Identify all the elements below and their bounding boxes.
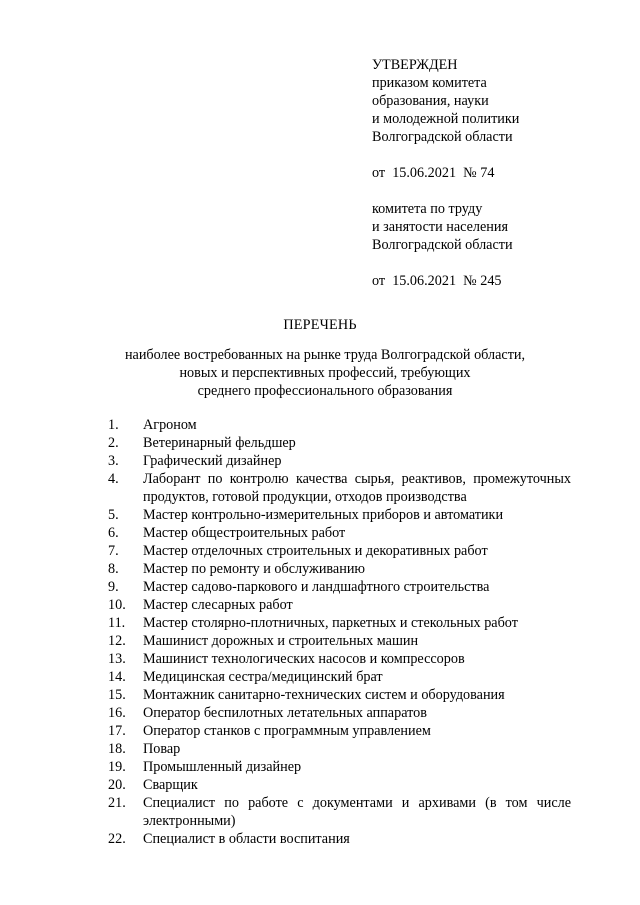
approval-order-date-1: от 15.06.2021 № 74 [372, 165, 495, 181]
approval-committee1-line: и молодежной политики [372, 111, 520, 127]
item-text: Мастер контрольно-измерительных приборов и автоматики [143, 507, 504, 523]
list-item [108, 722, 571, 740]
item-number: 8. [108, 561, 119, 577]
list-item [108, 560, 571, 578]
list-item [108, 830, 571, 848]
item-text: Лаборант по контролю качества сырья, реактивов, промежуточных продуктов, готовой продукции, отходов производства [143, 471, 571, 505]
item-text: Промышленный дизайнер [143, 759, 302, 775]
item-text: Оператор беспилотных летательных аппаратов [143, 705, 427, 721]
item-text: Специалист по работе с документами и архивами (в том числе электронными) [143, 795, 571, 829]
item-number: 16. [108, 705, 126, 721]
item-text: Сварщик [143, 777, 198, 793]
list-item [108, 470, 571, 506]
approval-block [372, 56, 612, 290]
item-number: 12. [108, 633, 126, 649]
list-item [108, 704, 571, 722]
item-number: 1. [108, 417, 119, 433]
spacer [372, 146, 612, 164]
list-item [108, 650, 571, 668]
item-text: Повар [143, 741, 181, 757]
item-number: 17. [108, 723, 126, 739]
item-text: Оператор станков с программным управлением [143, 723, 431, 739]
item-number: 4. [108, 471, 119, 487]
subtitle-line: среднего профессионального образования [197, 383, 453, 399]
list-item [108, 506, 571, 524]
list-item [108, 434, 571, 452]
item-number: 2. [108, 435, 119, 451]
approval-committee1-line: образования, науки [372, 93, 489, 109]
item-text: Мастер слесарных работ [143, 597, 293, 613]
item-text: Агроном [143, 417, 197, 433]
item-number: 13. [108, 651, 126, 667]
item-text: Графический дизайнер [143, 453, 282, 469]
item-number: 20. [108, 777, 126, 793]
item-number: 22. [108, 831, 126, 847]
item-number: 19. [108, 759, 126, 775]
approval-committee1-line: Волгоградской области [372, 129, 513, 145]
item-number: 18. [108, 741, 126, 757]
list-item [108, 776, 571, 794]
item-number: 10. [108, 597, 126, 613]
item-text: Медицинская сестра/медицинский брат [143, 669, 383, 685]
item-number: 9. [108, 579, 119, 595]
list-item [108, 596, 571, 614]
item-text: Мастер отделочных строительных и декоративных работ [143, 543, 488, 559]
item-text: Мастер садово-паркового и ландшафтного строительства [143, 579, 490, 595]
item-number: 14. [108, 669, 126, 685]
document-title: ПЕРЕЧЕНЬ [283, 317, 357, 333]
item-number: 21. [108, 795, 126, 811]
list-item [108, 524, 571, 542]
item-text: Специалист в области воспитания [143, 831, 350, 847]
approval-heading: УТВЕРЖДЕН [372, 57, 458, 73]
item-number: 11. [108, 615, 126, 631]
item-number: 7. [108, 543, 119, 559]
item-number: 5. [108, 507, 119, 523]
subtitle-line: наиболее востребованных на рынке труда Волгоградской области, [124, 347, 526, 363]
item-number: 15. [108, 687, 126, 703]
spacer [372, 254, 612, 272]
list-item [108, 452, 571, 470]
list-item [108, 740, 571, 758]
approval-order-date-2: от 15.06.2021 № 245 [372, 273, 502, 289]
document-subtitle [0, 346, 640, 400]
approval-committee1-line: приказом комитета [372, 75, 487, 91]
list-item [108, 758, 571, 776]
list-item [108, 416, 571, 434]
approval-committee2-line: и занятости населения [372, 219, 509, 235]
item-text: Мастер столярно-плотничных, паркетных и стекольных работ [143, 615, 518, 631]
list-item [108, 578, 571, 596]
professions-list [108, 416, 571, 848]
list-item [108, 794, 571, 830]
approval-committee2-line: комитета по труду [372, 201, 483, 217]
list-item [108, 542, 571, 560]
subtitle-line: новых и перспективных профессий, требующих [179, 365, 471, 381]
item-number: 6. [108, 525, 119, 541]
list-item [108, 686, 571, 704]
item-text: Ветеринарный фельдшер [143, 435, 296, 451]
item-text: Мастер по ремонту и обслуживанию [143, 561, 366, 577]
item-text: Машинист технологических насосов и компрессоров [143, 651, 465, 667]
list-item [108, 632, 571, 650]
item-text: Монтажник санитарно-технических систем и оборудования [143, 687, 505, 703]
list-item [108, 614, 571, 632]
spacer [372, 182, 612, 200]
item-text: Мастер общестроительных работ [143, 525, 346, 541]
item-text: Машинист дорожных и строительных машин [143, 633, 419, 649]
list-item [108, 668, 571, 686]
item-number: 3. [108, 453, 119, 469]
approval-committee2-line: Волгоградской области [372, 237, 513, 253]
